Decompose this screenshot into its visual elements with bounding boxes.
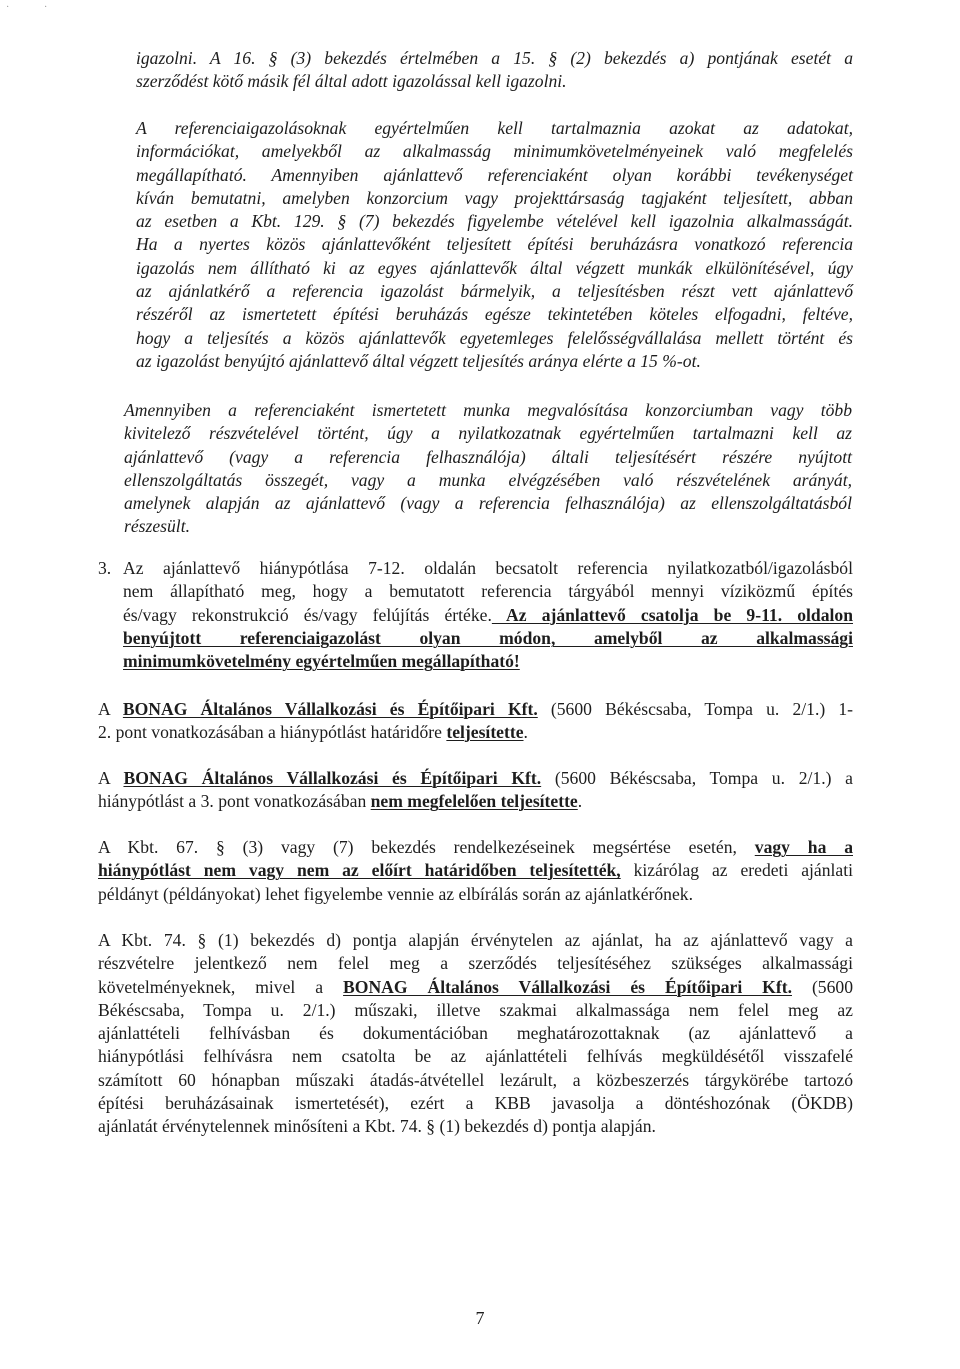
emphasis-text: Az ajánlattevő csatolja be 9-11. oldalon [491,604,853,625]
paragraph-4 [98,698,853,745]
text-run: A [98,768,124,788]
text-line: hiánypótlási felhívásra nem csatolta be az ajánlattételi felhívás megküldésétől visszafelé [98,1046,853,1067]
text-line [98,859,853,882]
text-run: kizárólag az eredeti ajánlati [620,860,853,881]
text-line: A referenciaigazolásoknak egyértelműen kell tartalmaznia azokat az adatokat, [136,118,853,138]
text-line: részesült. [124,516,190,537]
company-name: BONAG Általános Vállalkozási és Építőipari Kft. [123,768,542,788]
emphasis-text: minimumkövetelmény egyértelműen megállapítható! [123,651,520,672]
text-line [98,698,853,721]
text-line: amelynek alapján az ajánlattevő (vagy a referencia felhasználója) az ellenszolgáltatásból [124,493,852,514]
text-line: szerződést kötő másik fél által adott igazolással kell igazolni. [136,71,567,92]
text-run: (5600 [791,976,853,997]
text-line: Az ajánlattevő hiánypótlása 7-12. oldalán becsatolt referencia nyilatkozatból/igazolásból [123,558,853,578]
text-line: Ha a nyertes közös ajánlattevőként teljesített építési beruházásra vonatkozó referencia [136,234,853,255]
text-line: részvételre jelentkező nem felel meg a szerződés teljesítéséhez szükséges alkalmassági [98,953,853,974]
text-line: Békéscsaba, Tompa u. 2/1.) műszaki, illetve szakmai alkalmassága nem felel meg az [98,999,853,1020]
text-run: követelményeknek, mivel a [98,976,344,997]
text-line: az esetben a Kbt. 129. § (7) bekezdés figyelembe vételével kell igazolnia alkalmasságát. [136,211,853,232]
paragraph-7 [98,929,853,1139]
text-line [98,976,853,999]
text-line: ajánlattevő (vagy a referencia felhasználója) általi teljesítésért részére nyújtott [124,446,852,467]
text-line [98,721,853,744]
emphasis-text: hiánypótlást nem vagy nem az előírt határidőben teljesítették, [98,860,621,881]
text-line: ajánlatát érvénytelennek minősíteni a Kbt. 74. § (1) bekezdés d) pontja alapján. [98,1116,656,1137]
text-run: hiánypótlást a 3. pont vonatkozásában [98,791,371,812]
text-line: információkat, amelyekből az alkalmasság minimumkövetelményeinek való megfelelés [136,141,853,162]
text-run: A [98,699,123,719]
text-line [98,767,853,790]
text-line: nem állapítható meg, hogy a bemutatott referencia tárgyából mennyi víziközmű építés [123,581,853,602]
scan-artifact: · [6,2,10,13]
text-run: 2. pont vonatkozásában a hiánypótlást határidőre [98,722,447,743]
text-run: A Kbt. 67. § (3) vagy (7) bekezdés rendelkezéseinek megsértése esetén, [98,837,755,857]
paragraph-2 [136,117,853,373]
emphasis-text: benyújtott referenciaigazolást olyan módon, amelyből az alkalmassági [123,627,853,648]
emphasis-text: vagy ha a [754,837,853,857]
text-line: építési beruházásainak ismertetését), ezért a KBB javasolja a döntéshozónak (ÖKDB) [98,1093,853,1114]
text-run: . [523,722,528,743]
emphasis-text: teljesítette [446,722,524,743]
text-run: . [577,791,583,812]
text-line: az ajánlatkérő a referencia igazolást bármelyik, a teljesítésben részt vett ajánlattevő [136,281,853,302]
text-line [98,836,853,859]
text-line: ellenszolgáltatás összegét, vagy a munka elvégzésében való részvételének arányát, [124,469,852,490]
paragraph-5 [98,767,853,814]
scan-artifact: · [44,2,48,13]
text-line: hogy a teljesítés a közös ajánlattevők egyetemleges felelősségvállalása mellett történt és [136,327,853,348]
list-item-3 [123,557,853,673]
page-number: 7 [475,1308,485,1328]
text-line: kíván bemutatni, amelyben konzorcium vagy projekttársaság tagjaként teljesített, abban [136,187,853,208]
company-name: BONAG Általános Vállalkozási és Építőipari Kft. [343,976,792,997]
paragraph-6 [98,836,853,906]
text-line: kivitelező részvételével történt, úgy a nyilatkozatnak egyértelműen tartalmazni kell az [124,423,852,444]
emphasis-text: nem megfelelően teljesítette [370,791,578,812]
list-number: 3. [98,558,112,578]
paragraph-3 [124,399,852,539]
company-name: BONAG Általános Vállalkozási és Építőipari Kft. [122,699,538,719]
text-line [98,790,853,813]
text-run: (5600 Békéscsaba, Tompa u. 2/1.) a [541,768,853,788]
text-line [123,604,853,627]
text-line: igazolás nem állítható ki az egyes ajánlattevők által végzett munkák elkülönítésével, úgy [136,257,853,278]
paragraph-1 [136,47,853,94]
text-line: igazolni. A 16. § (3) bekezdés értelmében a 15. § (2) bekezdés a) pontjának esetét a [136,48,853,68]
text-line: az igazolást benyújtó ajánlattevő által végzett teljesítés aránya elérte a 15 %-ot. [136,350,701,371]
text-line: megállapítható. Amennyiben ajánlattevő referenciaként olyan korábbi tevékenységet [136,164,853,185]
text-run: (5600 Békéscsaba, Tompa u. 2/1.) 1- [537,699,853,719]
text-line: A Kbt. 74. § (1) bekezdés d) pontja alapján érvénytelen az ajánlat, ha az ajánlattevő vagy a [98,930,853,950]
text-line: ajánlattételi felhívásban és dokumentációban meghatározottaknak (az ajánlattevő a [98,1023,853,1044]
text-line: számított 60 hónapban műszaki átadás-átvétellel lezárult, a közbeszerzés tárgykörébe tartozó [98,1069,853,1090]
text-line: részéről az ismertetett építési beruházás egésze tekintetében köteles elfogadni, feltéve, [136,304,853,325]
text-run: és/vagy rekonstrukció és/vagy felújítás értéke. [123,604,492,625]
text-line: példányt (példányokat) lehet figyelembe vennie az elbírálás során az ajánlatkérőnek. [98,883,693,904]
text-line: Amennyiben a referenciaként ismertetett munka megvalósítása konzorciumban vagy több [124,400,852,420]
